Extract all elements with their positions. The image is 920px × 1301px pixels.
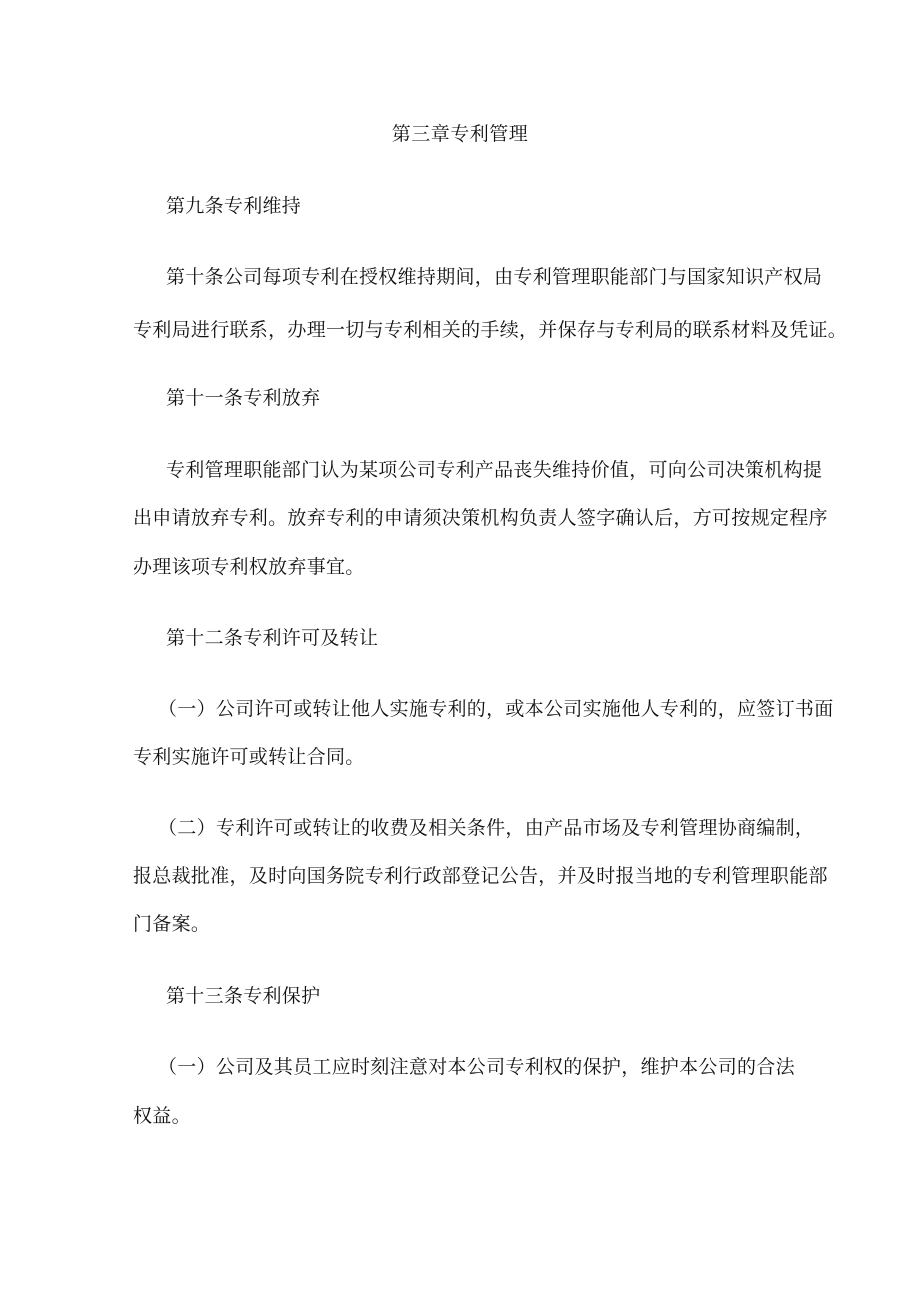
article-12-item-2-line-3: 门备案。: [133, 913, 211, 935]
article-12-item-2-line-1: （二）专利许可或转让的收费及相关条件，由产品市场及专利管理协商编制，: [158, 817, 815, 839]
article-13-item-1-line-2: 权益。: [133, 1105, 191, 1127]
article-10-line-1: 第十条公司每项专利在授权维持期间，由专利管理职能部门与国家知识产权局: [166, 266, 823, 288]
article-10-line-2: 专利局进行联系，办理一切与专利相关的手续，并保存与专利局的联系材料及凭证。: [133, 319, 848, 341]
chapter-title: 第三章专利管理: [391, 123, 529, 145]
article-12-item-1-line-2: 专利实施许可或转让合同。: [133, 746, 365, 768]
article-13-item-1-line-1: （一）公司及其员工应时刻注意对本公司专利权的保护，维护本公司的合法: [158, 1056, 795, 1078]
article-12-item-2-line-2: 报总裁批准，及时向国务院专利行政部登记公告，并及时报当地的专利管理职能部: [133, 865, 828, 887]
article-11-line-1: 专利管理职能部门认为某项公司专利产品丧失维持价值，可向公司决策机构提: [166, 459, 823, 481]
article-11-line-3: 办理该项专利权放弃事宜。: [133, 556, 365, 578]
article-12-heading: 第十二条专利许可及转让: [166, 627, 379, 649]
article-13-heading: 第十三条专利保护: [166, 985, 321, 1007]
article-11-line-2: 出申请放弃专利。放弃专利的申请须决策机构负责人签字确认后，方可按规定程序: [133, 507, 828, 529]
article-12-item-1-line-1: （一）公司许可或转让他人实施专利的，或本公司实施他人专利的，应签订书面: [158, 698, 834, 720]
article-11-heading: 第十一条专利放弃: [166, 387, 321, 409]
article-9-heading: 第九条专利维持: [166, 195, 302, 217]
